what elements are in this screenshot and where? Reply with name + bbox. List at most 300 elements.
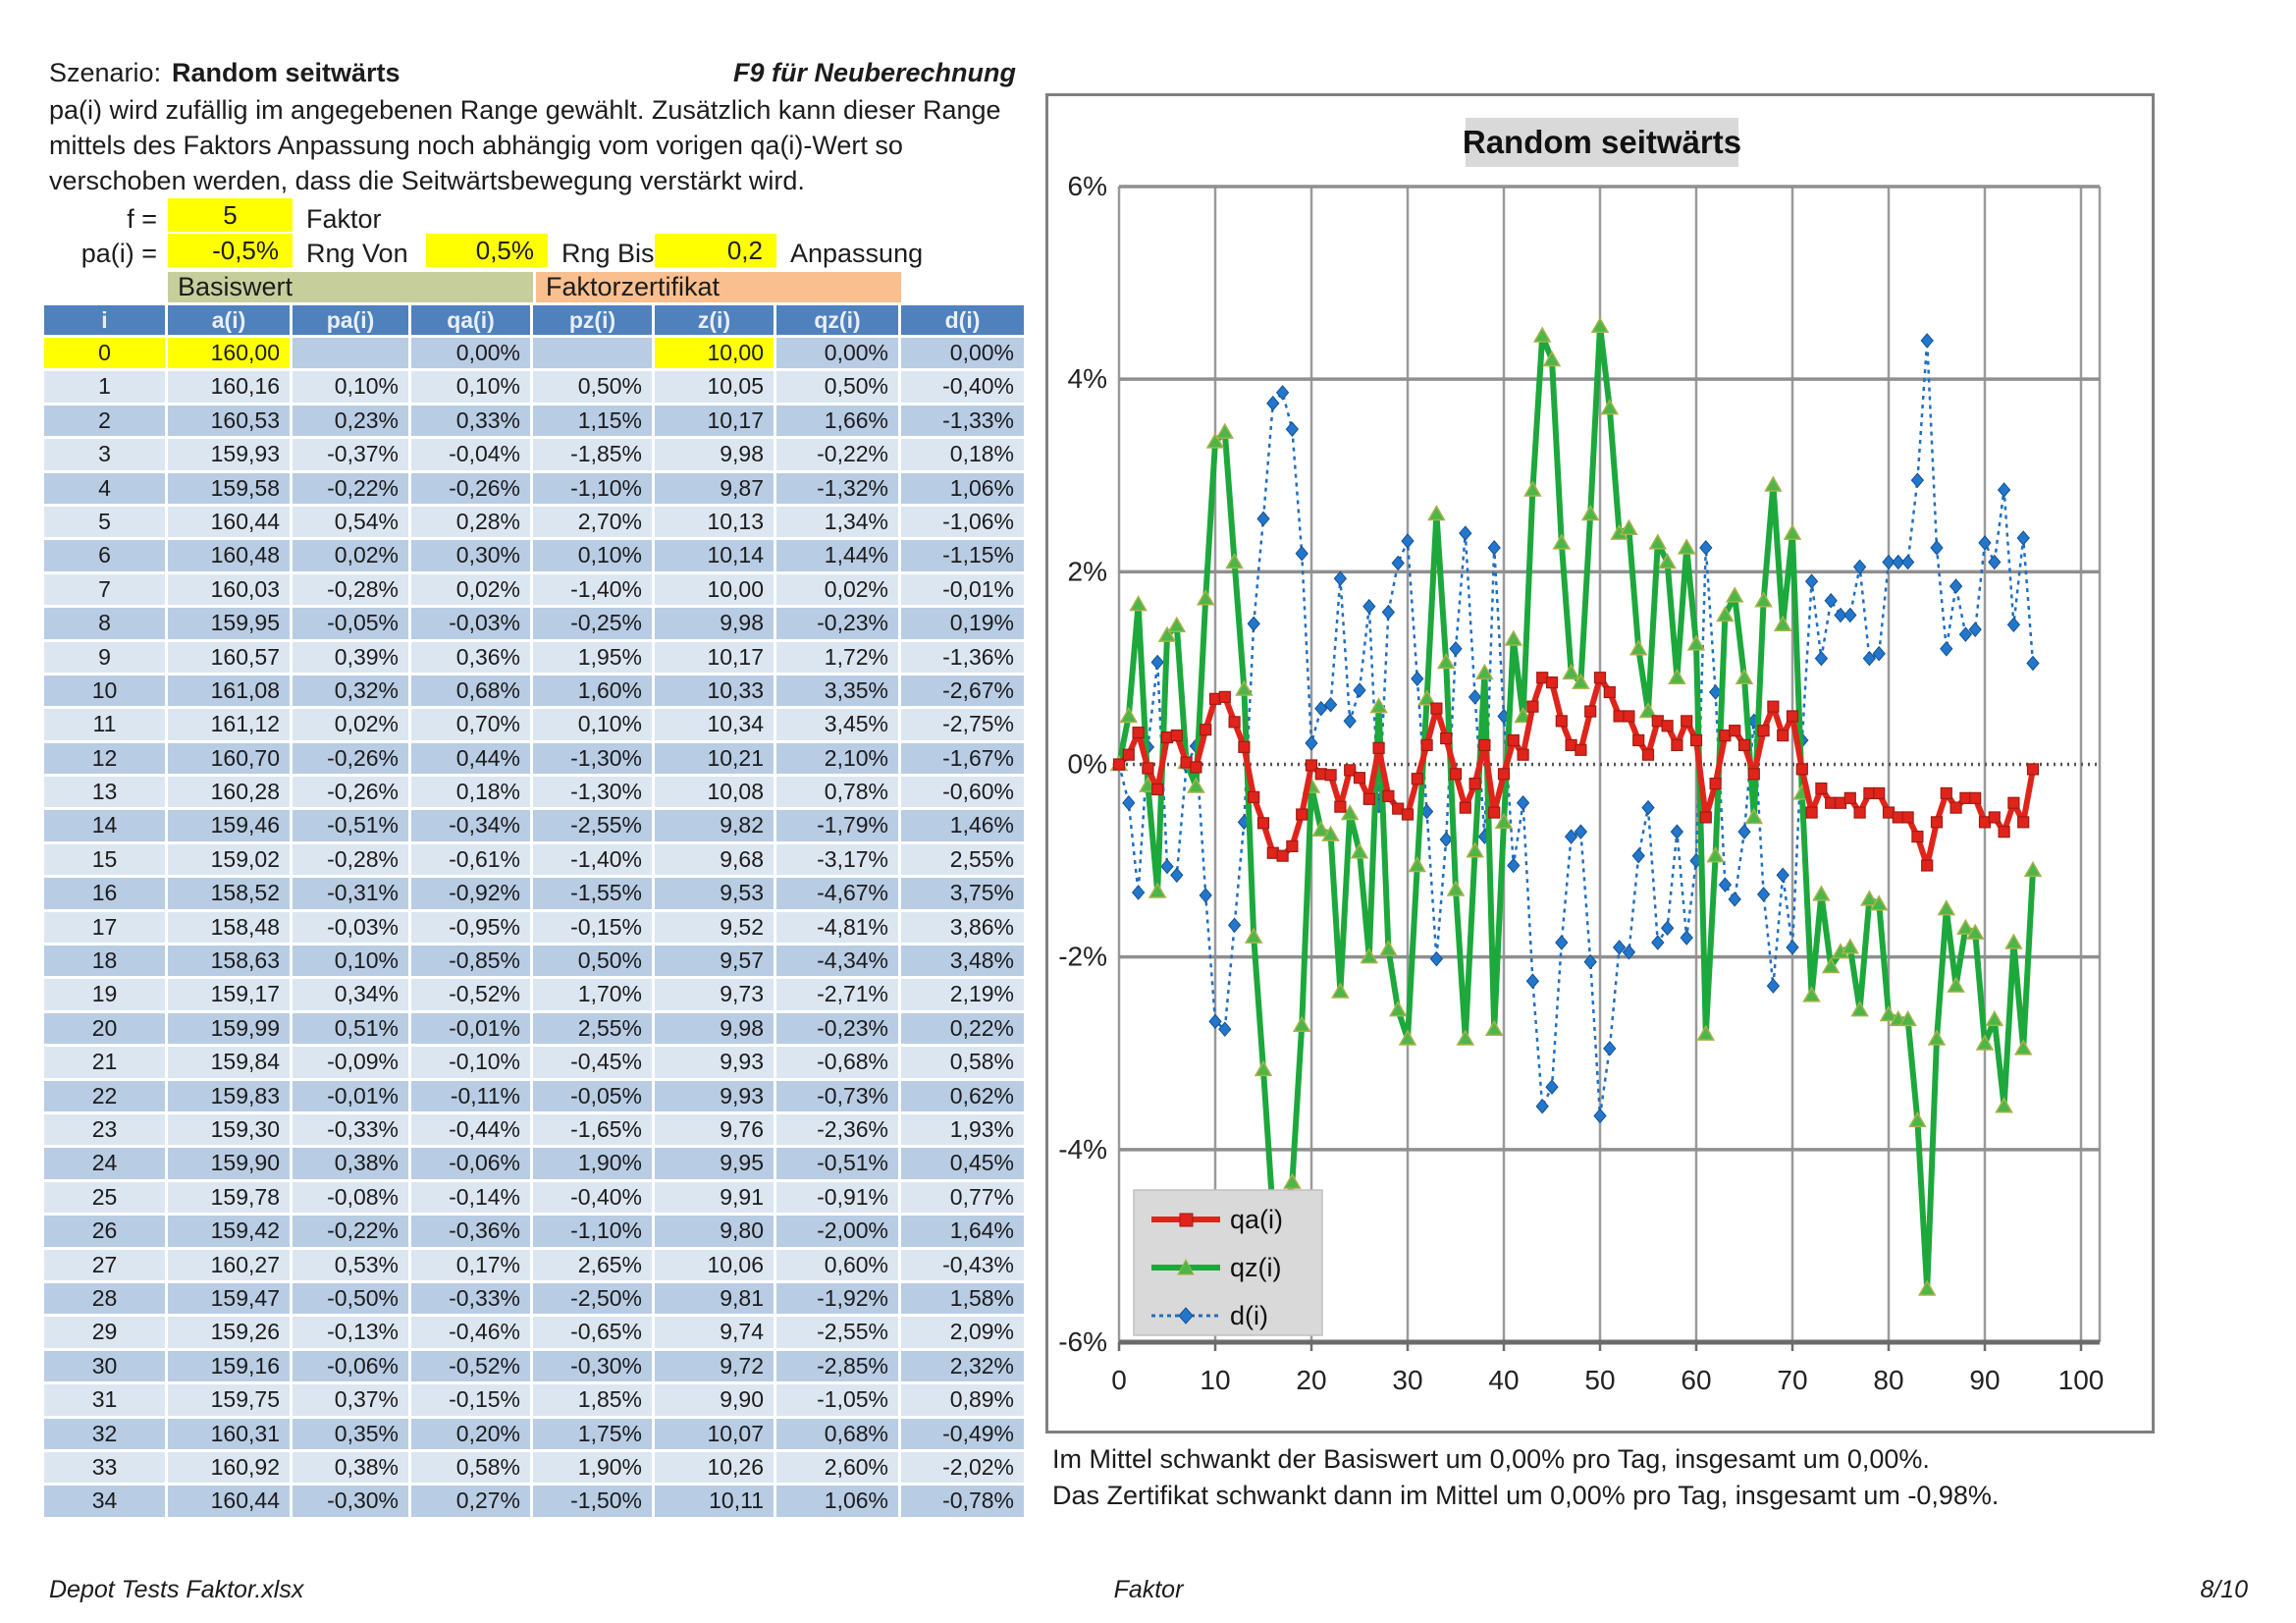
scenario-desc-1: pa(i) wird zufällig im angegebenen Range gewählt. Zusätzlich kann dieser Range — [49, 95, 1001, 125]
table-cell: 3,48% — [901, 946, 1024, 976]
table-cell: 159,99 — [168, 1013, 290, 1044]
table-cell: 0,32% — [293, 676, 408, 706]
marker-square — [1844, 792, 1855, 803]
table-cell: 10,17 — [655, 406, 774, 436]
table-cell: 158,52 — [168, 878, 290, 908]
table-cell: -0,49% — [901, 1419, 1024, 1449]
table-cell: -0,51% — [776, 1148, 898, 1178]
table-cell: -2,85% — [776, 1351, 898, 1381]
table-cell: 9,74 — [655, 1317, 774, 1347]
table-cell: 9,76 — [655, 1114, 774, 1145]
table-cell: -0,43% — [901, 1250, 1024, 1280]
table-cell: 0,28% — [411, 507, 530, 537]
table-cell: 9,52 — [655, 912, 774, 943]
legend-marker-qa — [1180, 1214, 1193, 1226]
table-cell: 16 — [44, 878, 165, 908]
table-header-qzi: qz(i) — [776, 305, 898, 335]
chart-legend — [1134, 1190, 1322, 1335]
marker-square — [1739, 739, 1750, 750]
table-cell: 2,55% — [533, 1013, 652, 1044]
table-cell: -2,55% — [776, 1317, 898, 1347]
marker-square — [1421, 739, 1432, 750]
table-cell: -0,78% — [901, 1486, 1024, 1516]
table-cell: -1,30% — [533, 777, 652, 807]
table-cell: 3,75% — [901, 878, 1024, 908]
faktorzertifikat-band: Faktorzertifikat — [536, 272, 901, 302]
table-cell: 160,48 — [168, 540, 290, 570]
table-cell: 0,53% — [293, 1250, 408, 1280]
chart-title: Random seitwärts — [1462, 124, 1742, 160]
table-cell: 0,36% — [411, 642, 530, 673]
y-axis-tick-label: -6% — [1058, 1326, 1107, 1357]
anpassung-label: Anpassung — [790, 239, 924, 268]
table-cell: 1,70% — [533, 979, 652, 1009]
table-cell: 1,15% — [533, 406, 652, 436]
table-cell: 0,37% — [293, 1384, 408, 1415]
table-cell: 0,23% — [293, 406, 408, 436]
y-axis-tick-label: 2% — [1067, 556, 1107, 587]
table-header-i: i — [44, 305, 165, 335]
chart — [1045, 93, 2155, 1434]
table-cell: -0,50% — [293, 1283, 408, 1314]
recalc-hint: F9 für Neuberechnung — [732, 58, 1016, 87]
table-cell: 160,57 — [168, 642, 290, 673]
table-cell: 26 — [44, 1216, 165, 1246]
table-cell: 9,93 — [655, 1047, 774, 1077]
table-cell: 19 — [44, 979, 165, 1009]
table-cell: 0,60% — [776, 1250, 898, 1280]
marker-square — [1297, 809, 1308, 820]
marker-square — [1335, 801, 1346, 812]
x-axis-tick-label: 80 — [1873, 1365, 1904, 1395]
marker-square — [1412, 774, 1422, 784]
table-cell: 21 — [44, 1047, 165, 1077]
table-cell: 3,45% — [776, 709, 898, 739]
table-cell: -0,34% — [411, 810, 530, 840]
table-cell: 0,10% — [293, 946, 408, 976]
legend-label-qa: qa(i) — [1230, 1205, 1284, 1234]
table-cell: -2,71% — [776, 979, 898, 1009]
anpassung-value-cell: 0,2 — [655, 234, 776, 267]
table-cell: 10,26 — [655, 1452, 774, 1483]
table-header-zi: z(i) — [655, 305, 774, 335]
table-cell: -2,02% — [901, 1452, 1024, 1483]
table-cell: 9,87 — [655, 473, 774, 504]
table-cell: -0,26% — [293, 743, 408, 774]
table-cell: 0,02% — [776, 574, 898, 605]
table-cell: 0,54% — [293, 507, 408, 537]
table-cell: 0,70% — [411, 709, 530, 739]
table-cell: 9,93 — [655, 1081, 774, 1111]
rng-bis-label: Rng Bis — [561, 239, 655, 268]
data-table — [44, 305, 1024, 1517]
table-cell: -2,55% — [533, 810, 652, 840]
table-cell: 9,90 — [655, 1384, 774, 1415]
marker-square — [1768, 701, 1779, 712]
table-cell: -1,05% — [776, 1384, 898, 1415]
table-cell: -1,10% — [533, 473, 652, 504]
f-value-cell: 5 — [168, 198, 293, 232]
legend-label-d: d(i) — [1230, 1301, 1268, 1330]
table-cell: 10,33 — [655, 676, 774, 706]
marker-square — [1171, 730, 1182, 741]
table-cell: 10,11 — [655, 1486, 774, 1516]
table-cell: 160,44 — [168, 1486, 290, 1516]
table-cell: 9,95 — [655, 1148, 774, 1178]
table-cell: 1,06% — [901, 473, 1024, 504]
table-cell: 4 — [44, 473, 165, 504]
table-cell: -0,26% — [411, 473, 530, 504]
table-cell: -1,10% — [533, 1216, 652, 1246]
table-cell: -4,67% — [776, 878, 898, 908]
table-cell: 0,34% — [293, 979, 408, 1009]
table-cell: 159,83 — [168, 1081, 290, 1111]
table-cell: -0,28% — [293, 844, 408, 875]
table-cell: 31 — [44, 1384, 165, 1415]
marker-square — [1595, 673, 1606, 683]
table-cell: 0,58% — [901, 1047, 1024, 1077]
table-cell: 0,35% — [293, 1419, 408, 1449]
marker-square — [1758, 726, 1769, 736]
table-cell: 10 — [44, 676, 165, 706]
table-cell: 30 — [44, 1351, 165, 1381]
marker-square — [1239, 741, 1250, 752]
table-cell: 0,51% — [293, 1013, 408, 1044]
marker-square — [1460, 802, 1470, 813]
table-cell: 160,44 — [168, 507, 290, 537]
table-cell: 2,55% — [901, 844, 1024, 875]
table-cell: 9,91 — [655, 1182, 774, 1213]
marker-square — [1201, 725, 1211, 735]
table-cell: -0,33% — [411, 1283, 530, 1314]
table-cell: 9,98 — [655, 1013, 774, 1044]
table-cell: -0,26% — [293, 777, 408, 807]
table-cell: 20 — [44, 1013, 165, 1044]
table-header-qai: qa(i) — [411, 305, 530, 335]
table-cell: -0,68% — [776, 1047, 898, 1077]
note-zertifikat: Das Zertifikat schwankt dann im Mittel um 0,00% pro Tag, insgesamt um -0,98%. — [1052, 1481, 2000, 1510]
table-header-ai: a(i) — [168, 305, 290, 335]
table-cell: 2,60% — [776, 1452, 898, 1483]
table-cell: -0,03% — [411, 608, 530, 638]
table-cell: -0,06% — [411, 1148, 530, 1178]
marker-square — [1355, 773, 1365, 784]
marker-square — [1518, 749, 1528, 760]
table-cell: -1,50% — [533, 1486, 652, 1516]
table-cell: 9,73 — [655, 979, 774, 1009]
table-cell: 0,38% — [293, 1148, 408, 1178]
table-cell: -0,01% — [901, 574, 1024, 605]
table-cell: -0,33% — [293, 1114, 408, 1145]
marker-square — [1989, 812, 2000, 823]
y-axis-tick-label: 6% — [1067, 171, 1107, 201]
table-cell: -0,22% — [776, 439, 898, 469]
table-cell: -1,67% — [901, 743, 1024, 774]
table-cell: -0,91% — [776, 1182, 898, 1213]
table-cell: 1 — [44, 371, 165, 402]
marker-square — [1287, 840, 1298, 851]
marker-square — [1258, 818, 1269, 829]
y-axis-tick-label: 0% — [1067, 748, 1107, 780]
marker-square — [1796, 764, 1807, 775]
marker-square — [1700, 812, 1711, 823]
table-cell: 10,13 — [655, 507, 774, 537]
table-cell: -0,37% — [293, 439, 408, 469]
table-header-di: d(i) — [901, 305, 1024, 335]
table-cell: -0,28% — [293, 574, 408, 605]
table-cell: -1,40% — [533, 844, 652, 875]
scenario-desc-2: mittels des Faktors Anpassung noch abhängig vom vorigen qa(i)-Wert so — [49, 131, 903, 160]
table-cell: -0,15% — [533, 912, 652, 943]
rng-von-value-cell: -0,5% — [168, 234, 293, 267]
table-cell: 0,10% — [411, 371, 530, 402]
marker-square — [1441, 733, 1452, 744]
table-header-pzi: pz(i) — [533, 305, 652, 335]
marker-square — [1229, 717, 1240, 728]
table-cell: 0,19% — [901, 608, 1024, 638]
marker-square — [1152, 784, 1163, 795]
marker-square — [1219, 691, 1230, 702]
table-cell: 160,92 — [168, 1452, 290, 1483]
table-cell: 159,46 — [168, 810, 290, 840]
marker-square — [1249, 791, 1259, 802]
table-cell: 10,21 — [655, 743, 774, 774]
table-cell: 1,64% — [901, 1216, 1024, 1246]
marker-square — [1806, 807, 1817, 818]
marker-square — [1778, 730, 1789, 741]
x-axis-tick-label: 100 — [2057, 1365, 2105, 1395]
table-cell: -1,40% — [533, 574, 652, 605]
table-cell: 25 — [44, 1182, 165, 1213]
table-cell: 3 — [44, 439, 165, 469]
table-cell: 158,48 — [168, 912, 290, 943]
table-cell: 2,09% — [901, 1317, 1024, 1347]
table-cell: -0,10% — [411, 1047, 530, 1077]
table-cell: 15 — [44, 844, 165, 875]
table-cell: 0,50% — [533, 371, 652, 402]
table-cell: 34 — [44, 1486, 165, 1516]
scenario-desc-3: verschoben werden, dass die Seitwärtsbewegung verstärkt wird. — [49, 166, 805, 195]
table-cell: 1,75% — [533, 1419, 652, 1449]
table-cell: -0,40% — [901, 371, 1024, 402]
table-cell: 161,12 — [168, 709, 290, 739]
table-cell: 1,58% — [901, 1283, 1024, 1314]
table-cell: 1,95% — [533, 642, 652, 673]
marker-square — [2028, 764, 2039, 775]
table-cell: -0,23% — [776, 1013, 898, 1044]
table-cell: -1,36% — [901, 642, 1024, 673]
table-cell: 160,31 — [168, 1419, 290, 1449]
legend-label-qz: qz(i) — [1230, 1253, 1282, 1282]
scenario-label: Szenario: — [49, 58, 162, 87]
table-cell: 160,00 — [168, 338, 290, 368]
marker-square — [1499, 769, 1510, 780]
table-cell: -0,25% — [533, 608, 652, 638]
marker-square — [1403, 809, 1414, 820]
table-cell: 159,02 — [168, 844, 290, 875]
table-cell: -3,17% — [776, 844, 898, 875]
table-cell: -1,15% — [901, 540, 1024, 570]
table-cell — [293, 338, 408, 368]
marker-square — [1932, 817, 1943, 828]
table-cell: 0,39% — [293, 642, 408, 673]
table-cell: -0,22% — [293, 473, 408, 504]
table-cell: 1,34% — [776, 507, 898, 537]
faktor-label: Faktor — [306, 204, 382, 234]
table-cell: -0,30% — [293, 1486, 408, 1516]
marker-square — [1633, 734, 1644, 745]
table-cell: 0 — [44, 338, 165, 368]
table-cell: -1,85% — [533, 439, 652, 469]
table-cell: 9,81 — [655, 1283, 774, 1314]
table-cell: 2,10% — [776, 743, 898, 774]
x-axis-tick-label: 40 — [1488, 1365, 1520, 1395]
table-cell: 0,20% — [411, 1419, 530, 1449]
table-cell: -2,36% — [776, 1114, 898, 1145]
table-cell: 0,38% — [293, 1452, 408, 1483]
table-cell: 1,90% — [533, 1452, 652, 1483]
table-cell: 33 — [44, 1452, 165, 1483]
table-cell: -0,09% — [293, 1047, 408, 1077]
table-cell: 3,35% — [776, 676, 898, 706]
x-axis-tick-label: 90 — [1969, 1365, 2001, 1395]
table-cell: 159,47 — [168, 1283, 290, 1314]
table-cell: 10,05 — [655, 371, 774, 402]
table-cell: -1,92% — [776, 1283, 898, 1314]
note-basiswert: Im Mittel schwankt der Basiswert um 0,00% pro Tag, insgesamt um 0,00%. — [1052, 1444, 1930, 1474]
table-cell: 7 — [44, 574, 165, 605]
table-cell: -0,31% — [293, 878, 408, 908]
table-cell: -2,50% — [533, 1283, 652, 1314]
table-cell: 1,06% — [776, 1486, 898, 1516]
marker-square — [1373, 742, 1384, 753]
table-cell: 0,02% — [293, 540, 408, 570]
marker-square — [1854, 807, 1865, 818]
marker-square — [1363, 793, 1374, 804]
marker-square — [1682, 716, 1692, 727]
marker-square — [1691, 734, 1702, 745]
table-cell: -1,55% — [533, 878, 652, 908]
table-cell: -1,30% — [533, 743, 652, 774]
rng-von-label: Rng Von — [306, 239, 408, 268]
pa-label: pa(i) = — [80, 239, 157, 268]
table-cell: 9,98 — [655, 608, 774, 638]
table-cell: 2,65% — [533, 1250, 652, 1280]
marker-square — [1383, 790, 1394, 801]
table-cell: 159,90 — [168, 1148, 290, 1178]
table-cell: -0,30% — [533, 1351, 652, 1381]
table-cell: -1,65% — [533, 1114, 652, 1145]
table-cell: 1,66% — [776, 406, 898, 436]
marker-square — [1710, 779, 1721, 789]
rng-bis-value-cell: 0,5% — [426, 234, 548, 267]
table-cell: 2,19% — [901, 979, 1024, 1009]
table-cell: 0,44% — [411, 743, 530, 774]
table-cell: 0,02% — [411, 574, 530, 605]
table-cell: 160,70 — [168, 743, 290, 774]
table-cell: -1,32% — [776, 473, 898, 504]
table-cell: 2,32% — [901, 1351, 1024, 1381]
table-cell: 1,93% — [901, 1114, 1024, 1145]
table-cell: -0,73% — [776, 1081, 898, 1111]
y-axis-tick-label: -4% — [1058, 1133, 1107, 1164]
table-cell: 160,28 — [168, 777, 290, 807]
table-cell: -0,01% — [293, 1081, 408, 1111]
table-cell: 1,46% — [901, 810, 1024, 840]
marker-square — [1816, 784, 1827, 794]
marker-square — [1556, 716, 1567, 727]
table-cell: -0,22% — [293, 1216, 408, 1246]
table-cell: 160,03 — [168, 574, 290, 605]
table-cell: -1,79% — [776, 810, 898, 840]
table-cell: -0,11% — [411, 1081, 530, 1111]
table-cell: -0,52% — [411, 979, 530, 1009]
marker-square — [1431, 703, 1442, 714]
table-cell: 10,06 — [655, 1250, 774, 1280]
table-cell: 32 — [44, 1419, 165, 1449]
marker-square — [1451, 769, 1462, 780]
table-cell: 0,89% — [901, 1384, 1024, 1415]
table-cell: 10,17 — [655, 642, 774, 673]
table-cell: 9,72 — [655, 1351, 774, 1381]
table-cell: 0,77% — [901, 1182, 1024, 1213]
table-cell: 9,82 — [655, 810, 774, 840]
table-cell: 12 — [44, 743, 165, 774]
marker-square — [1133, 728, 1144, 738]
marker-square — [1585, 706, 1596, 717]
footer-pagenumber: 8/10 — [2200, 1576, 2248, 1603]
table-cell: 28 — [44, 1283, 165, 1314]
table-cell: 1,44% — [776, 540, 898, 570]
marker-square — [1730, 726, 1740, 736]
marker-square — [1970, 792, 1981, 803]
table-cell: 9 — [44, 642, 165, 673]
marker-square — [1922, 860, 1933, 871]
legend-box — [1134, 1190, 1322, 1335]
table-cell: 8 — [44, 608, 165, 638]
y-axis-tick-label: -2% — [1058, 941, 1107, 972]
table-cell: 10,34 — [655, 709, 774, 739]
table-cell: 161,08 — [168, 676, 290, 706]
table-cell: 0,00% — [411, 338, 530, 368]
table-cell: 160,53 — [168, 406, 290, 436]
table-cell: 27 — [44, 1250, 165, 1280]
scenario-name: Random seitwärts — [172, 58, 400, 87]
x-axis-tick-label: 50 — [1584, 1365, 1616, 1395]
table-cell: 24 — [44, 1148, 165, 1178]
table-cell: 0,50% — [533, 946, 652, 976]
table-cell: 0,78% — [776, 777, 898, 807]
table-cell: 0,17% — [411, 1250, 530, 1280]
marker-square — [1508, 734, 1519, 745]
table-cell: 0,10% — [533, 540, 652, 570]
table-cell: -2,67% — [901, 676, 1024, 706]
table-cell: 14 — [44, 810, 165, 840]
table-cell: 159,93 — [168, 439, 290, 469]
marker-square — [1191, 762, 1201, 773]
table-cell: 0,27% — [411, 1486, 530, 1516]
table-cell: 29 — [44, 1317, 165, 1347]
table-cell: 0,18% — [411, 777, 530, 807]
table-cell: -0,44% — [411, 1114, 530, 1145]
marker-square — [1489, 807, 1500, 818]
table-cell: 2 — [44, 406, 165, 436]
table-cell: 1,85% — [533, 1384, 652, 1415]
table-cell: 0,62% — [901, 1081, 1024, 1111]
table-cell: 159,84 — [168, 1047, 290, 1077]
marker-square — [1662, 721, 1673, 731]
table-cell: 159,78 — [168, 1182, 290, 1213]
